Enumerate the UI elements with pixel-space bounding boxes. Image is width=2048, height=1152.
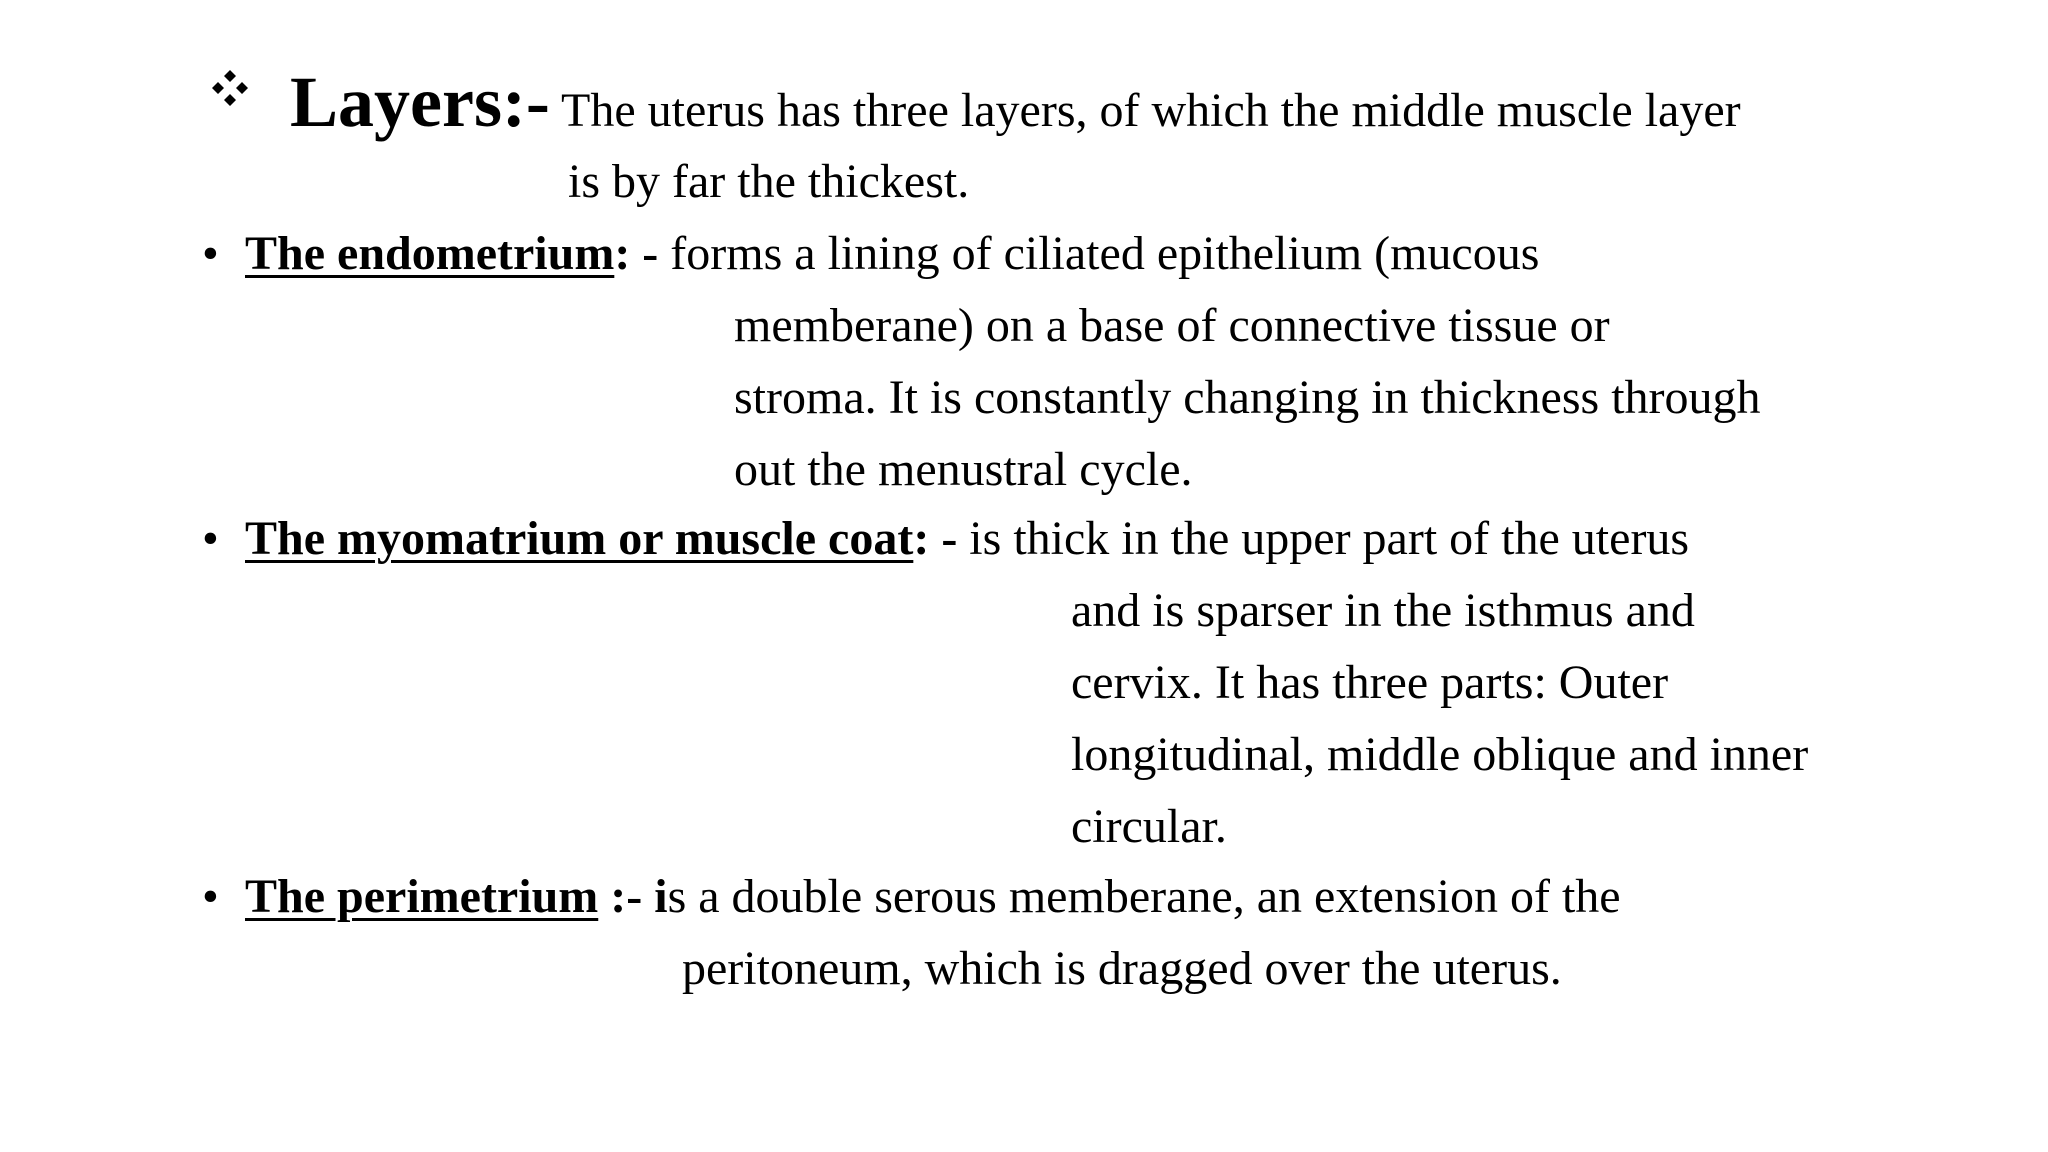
- myomatrium-text: longitudinal, middle oblique and inner: [1071, 728, 1809, 781]
- endometrium-separator: : -: [614, 227, 659, 280]
- endometrium-text: forms a lining of ciliated epithelium (mucous: [658, 227, 1540, 280]
- myomatrium-text: is thick in the upper part of the uterus: [957, 512, 1690, 565]
- perimetrium-line-2: [682, 933, 1562, 1005]
- myomatrium-line-2: [1071, 575, 1695, 647]
- endometrium-line-4: [734, 434, 1193, 506]
- myomatrium-text: cervix. It has three parts: Outer: [1071, 656, 1669, 709]
- myomatrium-separator: : -: [913, 512, 958, 565]
- bullet-point: •: [202, 512, 219, 565]
- four-diamond-bullet-icon: [210, 68, 250, 108]
- endometrium-text: stroma. It is constantly changing in thickness through: [734, 371, 1761, 424]
- bullet-point: •: [202, 870, 219, 923]
- heading-line-1: [290, 62, 1741, 147]
- myomatrium-text: and is sparser in the isthmus and: [1071, 584, 1695, 637]
- heading-title: Layers:-: [290, 62, 550, 142]
- endometrium-term: The endometrium: [245, 227, 615, 280]
- heading-line-2: [568, 146, 969, 218]
- perimetrium-line-1: [245, 861, 1621, 933]
- bullet-point: •: [202, 227, 219, 280]
- perimetrium-text: peritoneum, which is dragged over the uterus.: [682, 942, 1562, 995]
- myomatrium-term: The myomatrium or muscle coat: [245, 512, 914, 565]
- endometrium-text: out the menustral cycle.: [734, 443, 1193, 496]
- heading-text: The uterus has three layers, of which the middle muscle layer: [549, 84, 1741, 137]
- endometrium-line-1: [245, 218, 1539, 290]
- myomatrium-line-3: [1071, 647, 1668, 719]
- perimetrium-term: The perimetrium: [245, 870, 599, 923]
- perimetrium-text: s a double serous memberane, an extension of the: [667, 870, 1621, 923]
- heading-text-continued: is by far the thickest.: [568, 155, 970, 208]
- myomatrium-line-5: [1071, 791, 1227, 863]
- endometrium-text: memberane) on a base of connective tissue or: [734, 299, 1610, 352]
- myomatrium-line-4: [1071, 719, 1808, 791]
- myomatrium-text: circular.: [1071, 800, 1227, 853]
- perimetrium-separator: :- i: [598, 870, 668, 923]
- endometrium-line-2: [734, 290, 1610, 362]
- endometrium-line-3: [734, 362, 1761, 434]
- myomatrium-line-1: [245, 503, 1689, 575]
